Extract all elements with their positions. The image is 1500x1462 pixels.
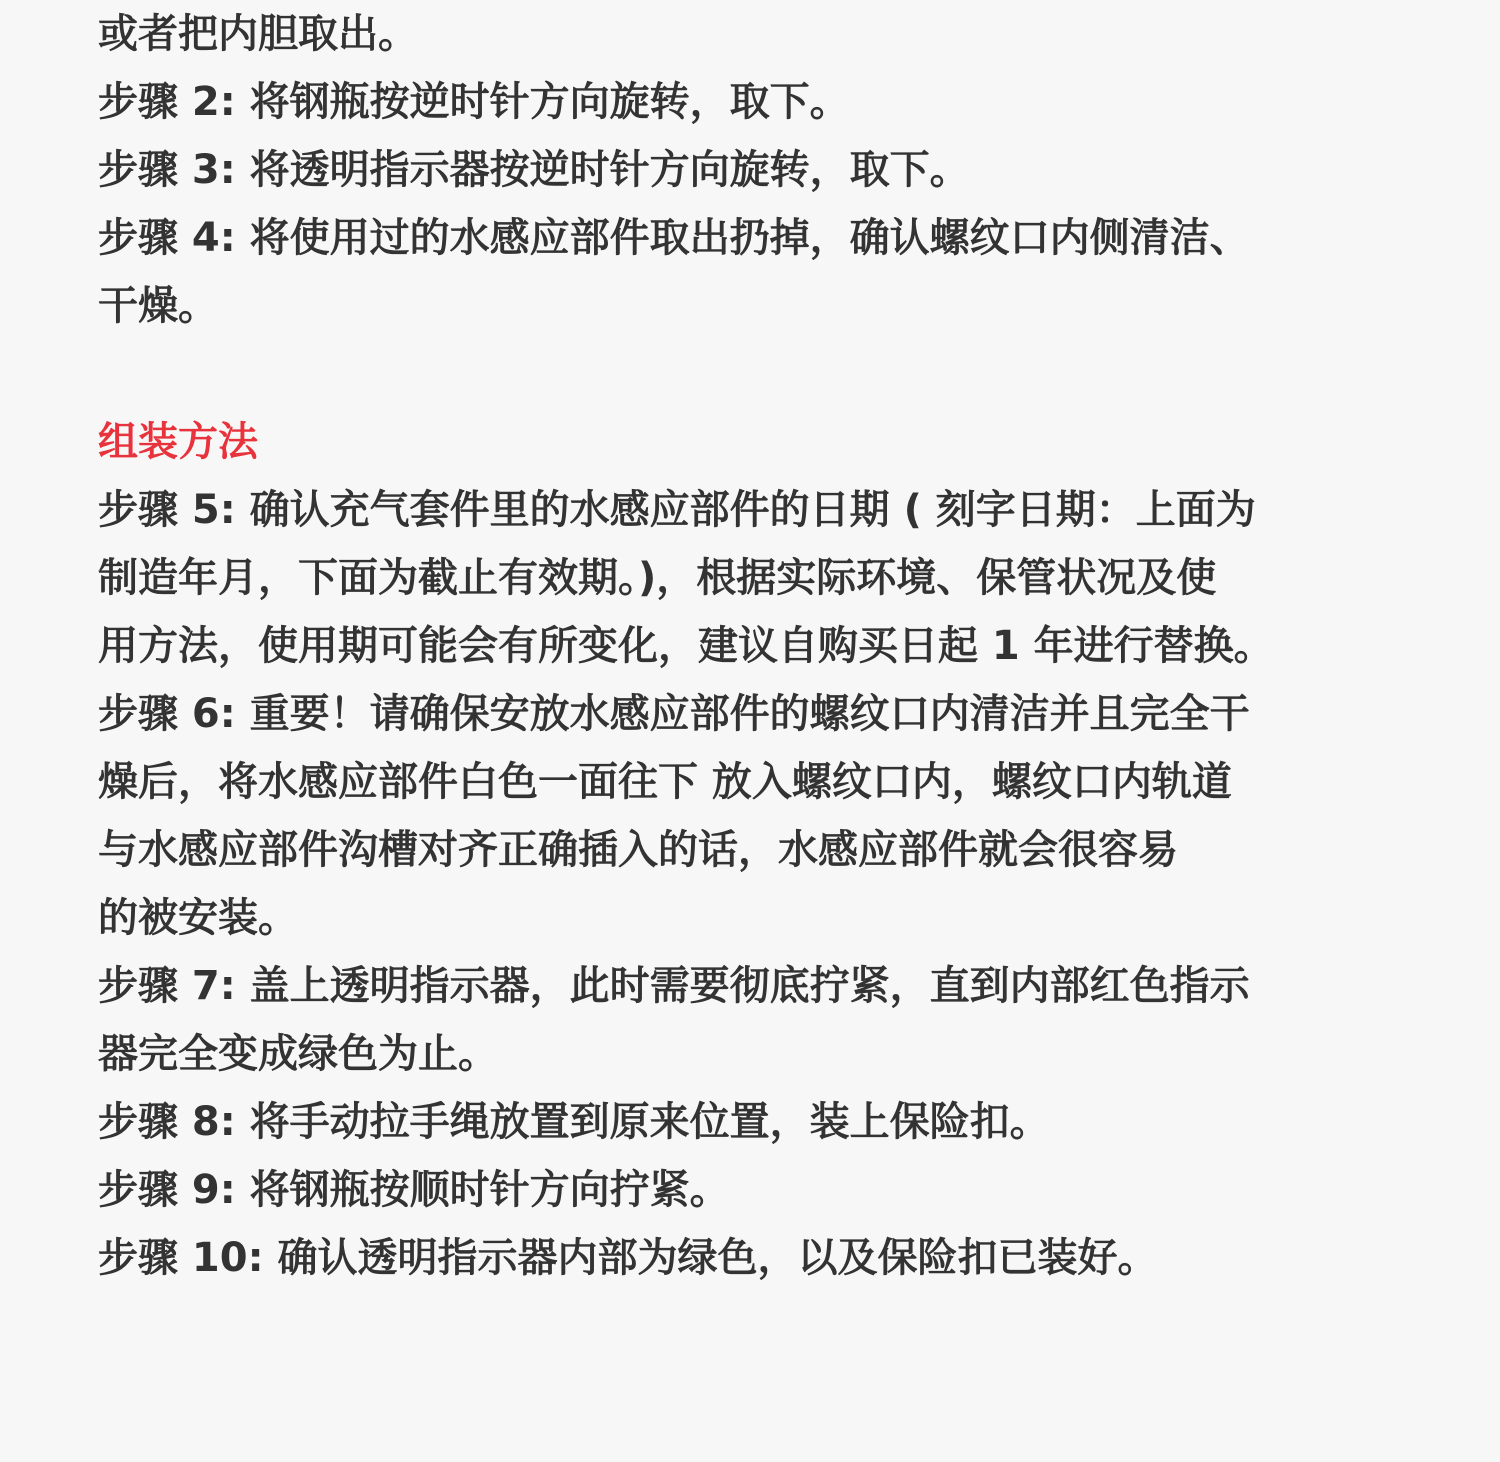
section-spacer bbox=[98, 340, 1388, 408]
step-6-continued: 的被安装。 bbox=[98, 895, 298, 941]
step-6: 步骤 6: 重要！请确保安放水感应部件的螺纹口内清洁并且完全干 bbox=[98, 691, 1250, 737]
step-10: 步骤 10: 确认透明指示器内部为绿色，以及保险扣已装好。 bbox=[98, 1235, 1158, 1281]
step-8: 步骤 8: 将手动拉手绳放置到原来位置，装上保险扣。 bbox=[98, 1099, 1050, 1145]
step-6-continued: 燥后，将水感应部件白色一面往下 放入螺纹口内，螺纹口内轨道 bbox=[98, 759, 1232, 805]
step-3: 步骤 3: 将透明指示器按逆时针方向旋转，取下。 bbox=[98, 147, 970, 193]
instruction-document bbox=[98, 0, 1388, 1292]
step-5-continued: 制造年月，下面为截止有效期。)，根据实际环境、保管状况及使 bbox=[98, 555, 1217, 601]
removal-steps bbox=[98, 0, 1388, 340]
step-9: 步骤 9: 将钢瓶按顺时针方向拧紧。 bbox=[98, 1167, 730, 1213]
step-2: 步骤 2: 将钢瓶按逆时针方向旋转，取下。 bbox=[98, 79, 850, 125]
step-7: 步骤 7: 盖上透明指示器，此时需要彻底拧紧，直到内部红色指示 bbox=[98, 963, 1250, 1009]
step-7-continued: 器完全变成绿色为止。 bbox=[98, 1031, 498, 1077]
step-6-continued: 与水感应部件沟槽对齐正确插入的话，水感应部件就会很容易 bbox=[98, 827, 1178, 873]
section-heading: 组装方法 bbox=[98, 419, 258, 465]
step-5-continued: 用方法，使用期可能会有所变化，建议自购买日起 1 年进行替换。 bbox=[98, 623, 1274, 669]
step-4: 步骤 4: 将使用过的水感应部件取出扔掉，确认螺纹口内侧清洁、 bbox=[98, 215, 1250, 261]
step-4-continued: 干燥。 bbox=[98, 283, 218, 329]
text-line: 或者把内胆取出。 bbox=[98, 11, 418, 57]
step-5: 步骤 5: 确认充气套件里的水感应部件的日期 ( 刻字日期：上面为 bbox=[98, 487, 1256, 533]
assembly-section bbox=[98, 408, 1388, 1292]
